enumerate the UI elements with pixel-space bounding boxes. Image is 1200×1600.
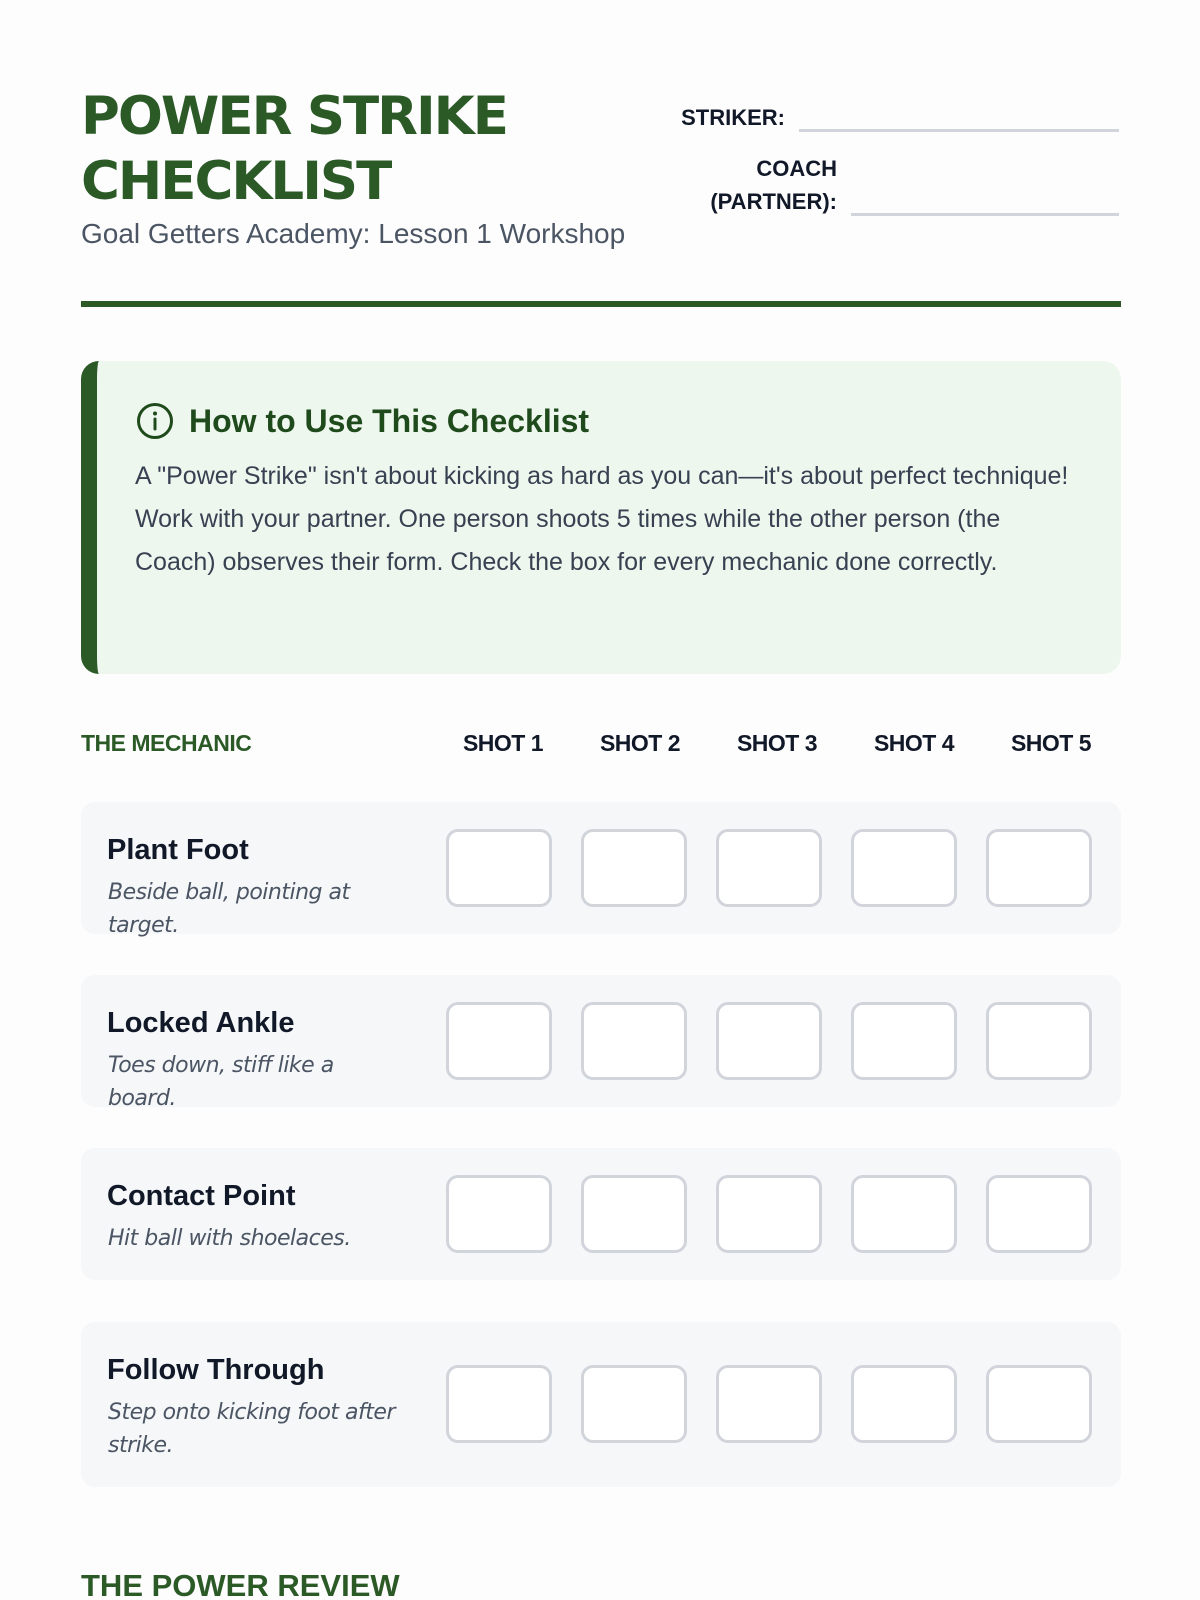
info-circle-icon [135,401,175,441]
power-review-title: THE POWER REVIEW [81,1568,400,1600]
mechanic-desc: Step onto kicking foot after strike. [108,1400,395,1458]
shot-3-header: SHOT 3 [736,730,818,756]
checkbox-shot-5[interactable] [986,829,1092,907]
table-row [81,1148,1121,1280]
checkbox-shot-5[interactable] [986,1175,1092,1253]
info-text: A "Power Strike" isn't about kicking as hard as you can—it's about perfect technique! Work with your partner. One person shoots 5 times while the other person (the Coach) observes their form. Check the box for every mechanic done correctly. [135,462,1069,576]
mechanic-desc: Beside ball, pointing at target. [108,880,350,938]
mechanic-desc: Hit ball with shoelaces. [108,1226,351,1251]
table-row [81,1322,1121,1487]
coach-label-line-2: (PARTNER): [710,189,837,214]
mechanic-name: Locked Ankle [107,1007,295,1039]
coach-label-line-1: COACH [756,156,837,181]
title-line-2: CHECKLIST [81,151,391,212]
striker-line[interactable] [799,129,1119,132]
checkbox-shot-4[interactable] [851,1002,957,1080]
page-title [81,84,641,214]
striker-label: STRIKER: [681,105,785,130]
checkbox-shot-3[interactable] [716,1175,822,1253]
checkbox-shot-4[interactable] [851,829,957,907]
mechanic-name: Plant Foot [107,834,249,866]
checkbox-shot-2[interactable] [581,829,687,907]
shot-1-header: SHOT 1 [462,730,544,756]
checkbox-shot-3[interactable] [716,1365,822,1443]
checkbox-shot-1[interactable] [446,1002,552,1080]
mechanic-name: Contact Point [107,1180,296,1212]
checkbox-shot-1[interactable] [446,1365,552,1443]
title-line-1: POWER STRIKE [81,86,507,147]
striker-field [679,92,1119,134]
coach-field [679,152,1119,218]
checkbox-shot-2[interactable] [581,1365,687,1443]
checkbox-shot-4[interactable] [851,1365,957,1443]
shot-2-header: SHOT 2 [599,730,681,756]
page-subtitle: Goal Getters Academy: Lesson 1 Workshop [81,218,626,249]
checkbox-shot-4[interactable] [851,1175,957,1253]
checkbox-shot-5[interactable] [986,1365,1092,1443]
info-title: How to Use This Checklist [189,402,590,439]
mechanic-name: Follow Through [107,1354,325,1386]
checkbox-shot-3[interactable] [716,829,822,907]
name-fields [679,92,1119,218]
mechanic-header: THE MECHANIC [81,730,252,756]
checkbox-shot-1[interactable] [446,1175,552,1253]
table-header [81,730,1121,760]
checkbox-shot-3[interactable] [716,1002,822,1080]
shot-4-header: SHOT 4 [873,730,955,756]
coach-label [710,152,851,218]
table-row [81,975,1121,1111]
shot-5-header: SHOT 5 [1010,730,1092,756]
coach-line[interactable] [851,213,1119,216]
header-divider [81,301,1121,307]
info-box [81,361,1121,674]
mechanic-desc: Toes down, stiff like a board. [108,1053,334,1111]
checkbox-shot-1[interactable] [446,829,552,907]
info-header [135,401,1081,441]
checkbox-shot-2[interactable] [581,1175,687,1253]
checkbox-shot-2[interactable] [581,1002,687,1080]
checkbox-shot-5[interactable] [986,1002,1092,1080]
header [81,84,1119,264]
table-row [81,802,1121,938]
